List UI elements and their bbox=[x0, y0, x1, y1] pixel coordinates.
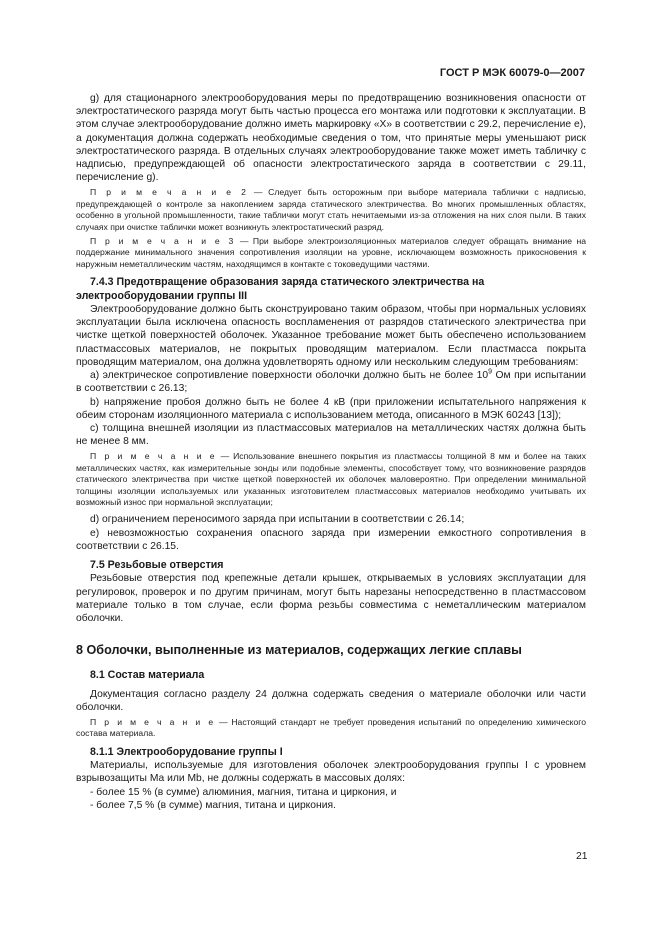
section-8-1-body: Документация согласно разделу 24 должна содержать сведения о материале оболочки или части оболочки. bbox=[76, 688, 586, 713]
note-8-1-label: П р и м е ч а н и е bbox=[90, 716, 216, 727]
note-2 bbox=[76, 187, 586, 233]
note-3-label: П р и м е ч а н и е 3 bbox=[90, 236, 236, 247]
item-c: с) толщина внешней изоляции из пластмассовых материалов на металлических частях должна быть не менее 8 мм. bbox=[76, 422, 586, 448]
note-8-1-text: — Настоящий стандарт не требует проведения испытаний по определению химического состава материала. bbox=[76, 716, 587, 739]
section-7-4-3-body: Электрооборудование должно быть сконструировано таким образом, чтобы при нормальных условиях эксплуатации была исключена опасность воспламенения от разрядов статического электричества при чистке щеткой поверхностей оболочек. Указанное требование может быть обеспечено использованием пластмассовых материалов, не покрытых проводящим материалом. Если пластмасса покрыта проводящим материалом, она должна удовлетворять одному или нескольким следующим требованиям: bbox=[76, 304, 586, 368]
section-8-1-1-heading: 8.1.1 Электрооборудование группы I bbox=[90, 745, 283, 758]
note-3 bbox=[76, 236, 586, 270]
note-3-text: — При выборе электроизоляционных материалов следует обращать внимание на поддержание минимального значения сопротивления изоляции на уровне, исключающем возможность прикосновения к наружным неметаллическим частям, находящимся в контакте с токоведущими частями. bbox=[76, 236, 586, 269]
document-content bbox=[76, 92, 586, 812]
item-a-text-end: Ом при испытании в соответствии с 26.13; bbox=[76, 370, 586, 395]
note-8-1 bbox=[76, 717, 586, 740]
item-b: b) напряжение пробоя должно быть не более 4 кВ (при приложении испытательного напряжения к обеим сторонам изоляционного материала с использованием метода, описанного в МЭК 60243 [13]); bbox=[76, 396, 586, 421]
section-7-5-heading: 7.5 Резьбовые отверстия bbox=[90, 558, 224, 571]
page-number: 21 bbox=[576, 851, 588, 862]
list-item: - более 15 % (в сумме) алюминия, магния, титана и циркония, и bbox=[90, 786, 397, 798]
section-8-1-heading: 8.1 Состав материала bbox=[90, 669, 205, 682]
item-a-text: а) электрическое сопротивление поверхности оболочки должно быть не более 10 bbox=[90, 370, 489, 382]
note-2-label: П р и м е ч а н и е 2 bbox=[90, 187, 249, 198]
item-a-exponent: 9 bbox=[488, 368, 493, 376]
section-8-1-1-body: Материалы, используемые для изготовления оболочек электрооборудования группы I с уровнем взрывозащиты Ма или Mb, не должны содержать в массовых долях: bbox=[76, 760, 586, 785]
note-7-4-3-label: П р и м е ч а н и е bbox=[90, 451, 217, 462]
note-7-4-3-text: — Использование внешнего покрытия из пластмассы толщиной 8 мм и более на таких металлических частях, как измерительные зонды или подобные элементы, способствует тому, что возникновение разрядов статического электричества при чистке щеткой поверхностей их оболочек маловероятно. При определении минимальной толщины изоляции используемых или указанных изготовителем пластмассовых материалов необходимо учитывать их возможный износ при нормальной эксплуатации; bbox=[76, 451, 586, 507]
document-header: ГОСТ Р МЭК 60079-0—2007 bbox=[439, 67, 585, 79]
paragraph-g: g) для стационарного электрооборудования меры по предотвращению возникновения опасности от электростатического разряда могут быть частью процесса его монтажа или подготовки к эксплуатации. В этом случае электрооборудование должно иметь маркировку «Х» в соответствии с 29.2, перечисление е), а документация должна содержать необходимые сведения о том, что принятые меры уменьшают риск электростатического разряда. В отдельных случаях электрооборудование также может иметь табличку с надписью, предупреждающей об опасности электростатического заряда в соответствии с 29.11, перечисление g). bbox=[76, 93, 586, 184]
section-8-heading: 8 Оболочки, выполненные из материалов, содержащих легкие сплавы bbox=[76, 643, 522, 658]
list-item: - более 7,5 % (в сумме) магния, титана и циркония. bbox=[90, 799, 336, 811]
section-7-5-body: Резьбовые отверстия под крепежные детали крышек, открываемых в условиях эксплуатации для регулировок, проверок и по другим причинам, могут быть нарезаны непосредственно в пластмассовом материале только в том случае, если форма резьбы совместима с неметаллическим материалом оболочки. bbox=[76, 573, 586, 624]
composition-list bbox=[76, 786, 586, 812]
note-7-4-3 bbox=[76, 451, 586, 508]
section-7-4-3-heading: 7.4.3 Предотвращение образования заряда статического электричества на электрооборудовании группы III bbox=[76, 276, 485, 302]
note-2-text: — Следует быть осторожным при выборе материала таблички с надписью, предупреждающей о контроле за накоплением заряда статического электричества. Во многих промышленных областях, особенно в угольной промышленности, такие таблички могут стать нечитаемыми из-за отложения на них слоя пыли. В таких случаях при очистке таблички может возникнуть электростатический разряд. bbox=[76, 187, 586, 232]
item-d: d) ограничением переносимого заряда при испытании в соответствии с 26.14; bbox=[90, 514, 465, 526]
item-e: е) невозможностью сохранения опасного заряда при измерении емкостного сопротивления в соответствии с 26.15. bbox=[76, 527, 586, 552]
item-a bbox=[76, 369, 586, 395]
